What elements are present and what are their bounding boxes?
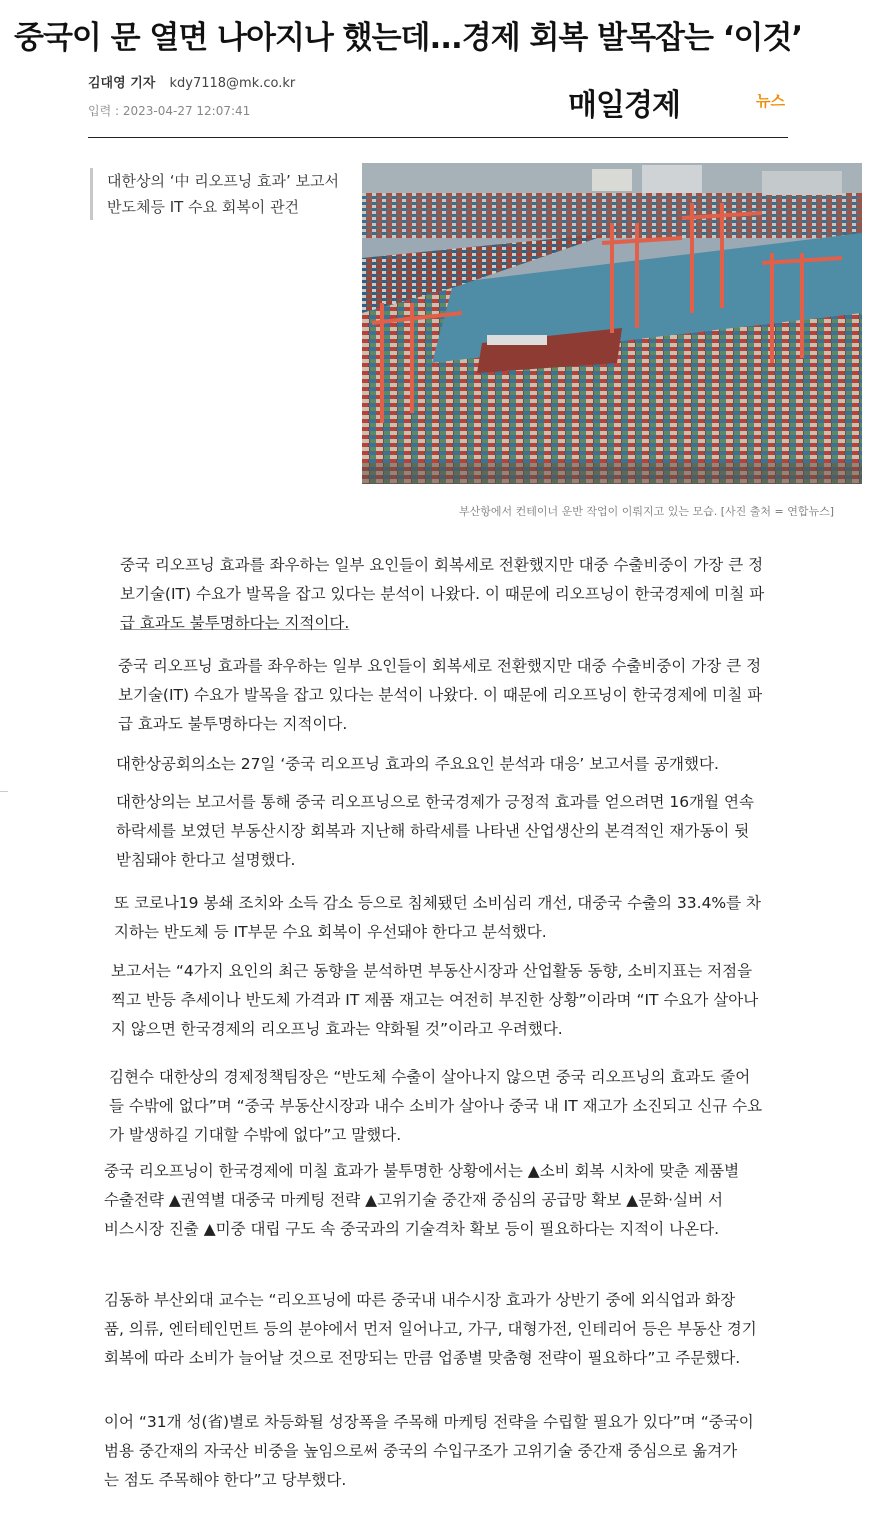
article-summary [90, 168, 357, 220]
paragraph-line: 지하는 반도체 등 IT부문 수요 회복이 우선돼야 한다고 분석했다. [114, 923, 547, 941]
paragraph-line: 중국 리오프닝 효과를 좌우하는 일부 요인들이 회복세로 전환했지만 대중 수출비중이 가장 큰 정 [118, 657, 762, 675]
article-paragraph [114, 889, 826, 947]
paragraph-line: 대한상의는 보고서를 통해 중국 리오프닝으로 한국경제가 긍정적 효과를 얻으려면 16개월 연속 [116, 793, 754, 811]
article-paragraph [118, 652, 830, 739]
paragraph-line: 하락세를 보였던 부동산시장 회복과 지난해 하락세를 나타낸 산업생산의 본격적인 재가동이 뒷 [116, 822, 750, 840]
article-paragraph [109, 1063, 821, 1150]
paragraph-line: 김현수 대한상의 경제정책팀장은 “반도체 수출이 살아나지 않으면 중국 리오프닝의 효과도 줄어 [109, 1068, 751, 1086]
paragraph-line: 보기술(IT) 수요가 발목을 잡고 있다는 분석이 나왔다. 이 때문에 리오프닝이 한국경제에 미칠 파 [118, 686, 763, 704]
paragraph-line: 급 효과도 불투명하다는 지적이다. [120, 614, 350, 632]
section-label[interactable]: 뉴스 [756, 92, 785, 110]
author-email[interactable]: kdy7118@mk.co.kr [169, 76, 296, 91]
paragraph-line: 찍고 반등 추세이나 반도체 가격과 IT 제품 재고는 여전히 부진한 상황”이라며 “IT 수요가 살아나 [111, 991, 759, 1009]
paragraph-line: 보고서는 “4가지 요인의 최근 동향을 분석하면 부동산시장과 산업활동 동향, 소비지표는 저점을 [111, 962, 753, 980]
article-paragraph [104, 1286, 816, 1373]
article-paragraph [104, 1408, 816, 1495]
port-container-image [362, 163, 862, 484]
article-paragraph [104, 1157, 816, 1244]
paragraph-line: 범용 중간재의 자국산 비중을 높임으로써 중국의 수입구조가 고위기술 중간재 중심으로 옮겨가 [104, 1442, 738, 1460]
summary-line: 대한상의 ‘中 리오프닝 효과’ 보고서 [107, 172, 339, 190]
byline [88, 72, 295, 91]
paragraph-line: 또 코로나19 봉쇄 조치와 소득 감소 등으로 침체됐던 소비심리 개선, 대중국 수출의 33.4%를 차 [114, 894, 762, 912]
margin-tick [0, 791, 8, 792]
paragraph-line: 비스시장 진출 ▲미중 대립 구도 속 중국과의 기술격차 확보 등이 필요하다는 지적이 나온다. [104, 1220, 720, 1238]
article-paragraph [116, 750, 828, 779]
paragraph-line: 중국 리오프닝이 한국경제에 미칠 효과가 불투명한 상황에서는 ▲소비 회복 시차에 맞춘 제품별 [104, 1162, 740, 1180]
article-headline: 중국이 문 열면 나아지나 했는데...경제 회복 발목잡는 ‘이것’ [14, 20, 803, 56]
paragraph-line: 품, 의류, 엔터테인먼트 등의 분야에서 먼저 일어나고, 가구, 대형가전, 인테리어 등은 부동산 경기 [104, 1320, 757, 1338]
photo-caption: 부산항에서 컨테이너 운반 작업이 이뤄지고 있는 모습. [사진 출처 = 연합뉴스] [458, 505, 834, 518]
summary-line: 반도체등 IT 수요 회복이 관건 [107, 198, 300, 216]
publisher-logo[interactable]: 매일경제 [568, 88, 680, 123]
paragraph-line: 회복에 따라 소비가 늘어날 것으로 전망되는 만큼 업종별 맞춤형 전략이 필요하다”고 주문했다. [104, 1349, 741, 1367]
paragraph-line: 급 효과도 불투명하다는 지적이다. [118, 715, 348, 733]
paragraph-line: 지 않으면 한국경제의 리오프닝 효과는 약화될 것”이라고 우려했다. [111, 1020, 563, 1038]
paragraph-line: 들 수밖에 없다”며 “중국 부동산시장과 내수 소비가 살아나 중국 내 IT 재고가 소진되고 신규 수요 [109, 1097, 763, 1115]
paragraph-line: 이어 “31개 성(省)별로 차등화될 성장폭을 주목해 마케팅 전략을 수립할 필요가 있다”며 “중국이 [104, 1413, 754, 1431]
paragraph-line: 보기술(IT) 수요가 발목을 잡고 있다는 분석이 나왔다. 이 때문에 리오프닝이 한국경제에 미칠 파 [120, 585, 765, 603]
paragraph-line: 수출전략 ▲권역별 대중국 마케팅 전략 ▲고위기술 중간재 중심의 공급망 확보 ▲문화·실버 서 [104, 1191, 723, 1209]
article-paragraph [116, 788, 828, 875]
paragraph-line: 는 점도 주목해야 한다”고 당부했다. [104, 1471, 347, 1489]
paragraph-line: 받침돼야 한다고 설명했다. [116, 851, 296, 869]
paragraph-line: 중국 리오프닝 효과를 좌우하는 일부 요인들이 회복세로 전환했지만 대중 수출비중이 가장 큰 정 [120, 556, 764, 574]
article-photo[interactable] [362, 163, 862, 484]
publish-date: 입력 : 2023-04-27 12:07:41 [88, 104, 251, 118]
paragraph-line: 대한상공회의소는 27일 ‘중국 리오프닝 효과의 주요요인 분석과 대응’ 보고서를 공개했다. [116, 755, 719, 773]
author-name[interactable]: 김대영 기자 [88, 76, 156, 91]
article-paragraph [111, 957, 823, 1044]
paragraph-line: 김동하 부산외대 교수는 “리오프닝에 따른 중국내 내수시장 효과가 상반기 중에 외식업과 화장 [104, 1291, 736, 1309]
paragraph-line: 가 발생하길 기대할 수밖에 없다”고 말했다. [109, 1126, 402, 1144]
article-paragraph [120, 551, 832, 638]
header-divider [88, 137, 788, 138]
